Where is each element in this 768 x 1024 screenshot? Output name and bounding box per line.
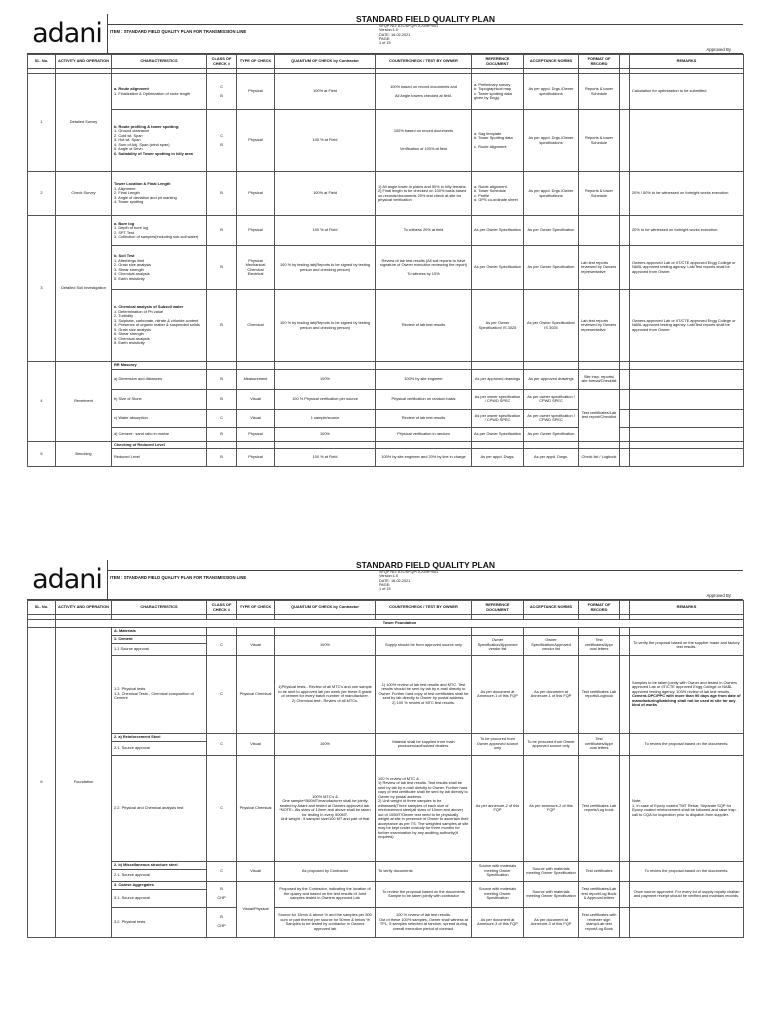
type-of-check: Visual/Physical [237, 881, 275, 937]
sl-no: 1 [28, 74, 56, 172]
table-row [28, 907, 744, 937]
quantum: 100% [275, 635, 376, 655]
remarks [630, 907, 744, 937]
misc-steel-heading: 2. b) Miscellaneous structure steel [112, 861, 207, 869]
col-reference: REFERENCE DOCUMENT [472, 55, 524, 69]
reference: As per Owner Specification [472, 427, 524, 441]
col-class-of-check: CLASS OF CHECK # [207, 55, 237, 69]
section-band-title: Tower Foundation [56, 620, 744, 628]
type-of-check: Physical [237, 216, 275, 246]
format: Test certificates Lab reports/Logbook [579, 655, 620, 733]
doc-info [379, 570, 438, 591]
class-of-check: B [207, 216, 237, 246]
quality-plan-table-2 [27, 600, 744, 938]
countercheck: Review of lab test results (All soil reports to have signature of Owner executive reviewing the report) To witness by 10% [376, 246, 472, 290]
countercheck: 100 % review of MTC & 1) Review of lab test results. Test results shall be sent by lab by e-mail directly to Owner. Further hard copy of test certificate shall be sent by lab directly to Owner by postal address. 2) Unit weight of three samples to be witnessed(Three samples of each size of reinforcement steel(all sizes of 10mm and above) out of 100MT/Owner test need to be physically weight at site in presence of Owner to ascertain their acceptance as per TS. The weighted samples at site may be kept under custody for three months for further examination by any auditing authority(if required) [376, 755, 472, 861]
doc-page-of: 1 of 15 [379, 587, 391, 592]
reference: Source with materials meeting Owner Specification [472, 861, 524, 881]
sl-no: 2 [28, 172, 56, 216]
acceptance: As per owner specification / CPWD SPEC [524, 409, 579, 427]
reference: As per approved drawings [472, 369, 524, 389]
col-acceptance: ACCEPTANCE NORMS [524, 55, 579, 69]
quantum: 100 % at Field [275, 449, 376, 467]
countercheck: 100% by site engineer and 20% by line in charge [376, 449, 472, 467]
countercheck: Material shall be supplied from main producers/authorized dealers. [376, 733, 472, 755]
type-of-check: Visual [237, 409, 275, 427]
class-of-check: B [207, 449, 237, 467]
remarks: To verify the proposal based on the supplier made and factory test results. [630, 635, 744, 655]
characteristics: 2.2. Physical and Chemical analysis test [112, 755, 207, 861]
activity: Foundation [56, 628, 112, 938]
countercheck: 100 % review of lab test results. Out of these 100% samples, Owner shall witness at TPL, 5 samples selected at random, spread during overall execution period of contract. [376, 907, 472, 937]
table-row [28, 635, 744, 643]
section-band-row [28, 620, 744, 628]
table-row [28, 881, 744, 889]
reference: a. Preliminary survey b. Topographical map c. Tower spotting data given by Engg. [472, 74, 524, 110]
doc-date: DATE: 16-02-2021 [379, 32, 411, 37]
column-header-row [28, 55, 744, 69]
characteristics: c. Chemical analysis of Subsoil water 1. Determination of Ph value 2. Turbidity 3. Sulphate, carbonate, nitrate & chloride content 4. Presence of organic matter & suspended solids 5. Grain size analysis 6. Shear strength 6. Chemical analysis 5. Earth resistivity [112, 290, 207, 362]
quantum: 100% MTC's & One sample*/500MT/manufacturer shall be jointly sealed by Adani and tested at Owners approved lab. *NOTE:- Als sizes of 10mm and above shall be taken for testing in every 500MT. Unit weight : 5 sample/ size/100 MT and part of that [275, 755, 376, 861]
countercheck: 100% based on record documents Verification of 100% at field [376, 110, 472, 172]
type-of-check: Physical [237, 449, 275, 467]
reference: As per owner specification / CPWD SPEC [472, 389, 524, 409]
type-of-check: Visual [237, 635, 275, 655]
doc-number: SFQP NO: ATL/SFQP/TL/GRP/001 [379, 570, 439, 574]
table-row [28, 216, 744, 246]
col-blank [620, 601, 630, 615]
type-of-check: Visual [237, 389, 275, 409]
col-quantum: QUANTUM OF CHECK by Contractor [275, 601, 376, 615]
col-sl-no: SL. No. [28, 601, 56, 615]
characteristics: 1.2. Physical tests 1.3. Chemical Tests - Chemical composition of Cement [112, 655, 207, 733]
characteristics: b. Route profiling & tower spotting: 1. Ground clearance 2. Cold wt. Span 3. Hot wt. Span 4. Sum of Adj. Span (wind span) 5. Angle of Devn. 6. Suitability of Tower spotting in hilly area [112, 110, 207, 172]
acceptance: As per owner specification / CPWD SPEC [524, 389, 579, 409]
doc-number: SFQP NO: ATL/SFQP/TL/GRP/001 [379, 24, 439, 28]
class-of-check: C [207, 655, 237, 733]
class-of-check: C B [207, 74, 237, 110]
acceptance: Source with materials meeting Owner Specification [524, 881, 579, 907]
type-of-check: Chemical [237, 290, 275, 362]
characteristics: 3.2. Physical tests [112, 907, 207, 937]
format: Test certificates/Appr oval letters [579, 635, 620, 655]
countercheck: Physical verification on random basis [376, 389, 472, 409]
reference: As per document at Annexure-3 of this FQP [472, 907, 524, 937]
format [579, 216, 620, 246]
reference: Owner Specification/Approved vendor list [472, 635, 524, 655]
remarks: Samples to be taken jointly with Owner and tested in Owners approved Lab or IIT/CTE approved Engg College or NABL approved testing agency. 100% review of lab test results. Cement-OPC/PPC with more than 90 days age from date of manufacturing/batching shall not be used at site for any kind of works [630, 655, 744, 733]
type-of-check: Visual [237, 733, 275, 755]
acceptance: As per document at Annexure-3 of this FQP [524, 907, 579, 937]
cement-heading: 1. Cement [112, 635, 207, 643]
col-remarks: REMARKS [630, 55, 744, 69]
approved-by: Approved By [706, 593, 731, 598]
section-heading: RR Masonry [112, 362, 207, 370]
type-of-check: Physical Chemical [237, 755, 275, 861]
quantum: Source for 15mm & above % and the samples per 500 cum or part thereof per source for 50mm & below % Samples to be tested by contractor in Owners approved lab [275, 907, 376, 937]
characteristics: b. Soil Test 1. Atterbergs limit 2. Grain size analysis 3. Shear strength 4. Chemical analysis 5. Earth resistivity [112, 246, 207, 290]
materials-heading: A. Materials [112, 628, 207, 636]
characteristics: b) Size of Stone [112, 389, 207, 409]
table-row [28, 449, 744, 467]
remarks: Owners approved Lab or IIT/CTE approved Engg College or NABL approved testing agency. Lab/Test reports shall be approved from Owner. [630, 246, 744, 290]
class-of-check: C [207, 755, 237, 861]
class-of-check: B CHP [207, 881, 237, 907]
quantum: 100 % by testing lab(Reports to be signed by testing person and checking person) [275, 290, 376, 362]
activity: Revetment [56, 362, 112, 442]
class-of-check: B [207, 389, 237, 409]
col-remarks: REMARKS [630, 601, 744, 615]
col-characteristics: CHARACTERISTICS [112, 601, 207, 615]
table-row [28, 441, 744, 449]
remarks: Calculation for optimization to be submitted [630, 74, 744, 110]
class-of-check: B [207, 172, 237, 216]
reference: As per Owner Specification [472, 216, 524, 246]
countercheck: 100% by site engineer [376, 369, 472, 389]
format: Lab test reports reviewed by Owners representative [579, 290, 620, 362]
quantum: 100 % Physical verification per source [275, 389, 376, 409]
activity: Check Survey [56, 172, 112, 216]
col-acceptance: ACCEPTANCE NORMS [524, 601, 579, 615]
format: Site insp. reports/ site format/Checklist [579, 369, 620, 389]
document-title: STANDARD FIELD QUALITY PLAN [108, 560, 743, 571]
quantum: 100 % at Field [275, 110, 376, 172]
col-activity: ACTIVITY AND OPERATION [56, 601, 112, 615]
acceptance: Owner Specification/Approved vendor list [524, 635, 579, 655]
reference: As per owner specification / CPWD SPEC [472, 409, 524, 427]
activity: Detailed Survey [56, 74, 112, 172]
characteristics: d) Cement : sand ratio in mortar [112, 427, 207, 441]
format: Test certificates with reviewer sign stamp/Lab test report/Log Book [579, 907, 620, 937]
approved-by: Approved By [706, 47, 731, 52]
adani-logo: adani [32, 564, 102, 595]
acceptance: As per Owner Specification [524, 246, 579, 290]
col-activity: ACTIVITY AND OPERATION [56, 55, 112, 69]
col-reference: REFERENCE DOCUMENT [472, 601, 524, 615]
countercheck: Physical verification in random [376, 427, 472, 441]
table-row [28, 246, 744, 290]
acceptance: As per approved drawings [524, 369, 579, 389]
table-row [28, 110, 744, 172]
acceptance: As per appd. Drgs./Owner specifications [524, 74, 579, 110]
quantum: 100% [275, 733, 376, 755]
reference: As per Owner Specification [472, 246, 524, 290]
col-format: FORMAT OF RECORD [579, 55, 620, 69]
reference: Source with materials meeting Owner Specification [472, 881, 524, 907]
col-type-of-check: TYPE OF CHECK [237, 601, 275, 615]
characteristics: 2.1. Source approval [112, 869, 207, 881]
reference: As per annexure-2 of this FQP [472, 755, 524, 861]
countercheck: 100% based on record documents and All Angle towers checked at field. [376, 74, 472, 110]
countercheck: 1) 100% review of lab test results and MTC. Test results should be sent by lab by e-mail directly to Owner. Further hard copy of test certificates shall be sent by lab directly to Owner by postal address. 2) 100 % review of MTC test results. [376, 655, 472, 733]
acceptance: As per document at Annexure-1 of this FQP [524, 655, 579, 733]
table-row [28, 655, 744, 733]
item-description: ITEM : STANDARD FIELD QUALITY PLAN FOR TRANSMISSION LINE [110, 29, 247, 34]
activity: Benching [56, 441, 112, 467]
header-info [107, 14, 743, 53]
type-of-check: Physical Mechanical Chemical Electrical [237, 246, 275, 290]
sl-no: 4 [28, 362, 56, 442]
remarks: Owners approved Lab or IIT/CTE approved Engg College or NABL approved testing agency. Lab/Test reports shall be approved from Owner. [630, 290, 744, 362]
remarks [630, 409, 744, 427]
format: Test certificates/Lab test report/Log Book & Approval letters [579, 881, 620, 907]
table-row [28, 409, 744, 427]
doc-info [379, 24, 438, 45]
characteristics: Tower Location & Final Length 1. Alignment 2. Final Length 3. Angle of deviation and pit marking 4. Tower spotting [112, 172, 207, 216]
quantum: As proposed by Contractor [275, 861, 376, 881]
table-row [28, 172, 744, 216]
doc-page: PAGE: [379, 36, 391, 41]
remarks: 20% to be witnessed on fortnight works execution [630, 216, 744, 246]
countercheck: To review the proposal based on the documents Sample to be taken jointly with contractor [376, 881, 472, 907]
format: Test certificates [579, 861, 620, 881]
sheet-header [27, 14, 743, 54]
type-of-check: Physical Chemical [237, 655, 275, 733]
characteristics: a. Bore log 1. Depth of bore log 2. SPT Test 3. Collection of samples(including sub-soil water) [112, 216, 207, 246]
type-of-check: Measurement [237, 369, 275, 389]
table-row [28, 369, 744, 389]
steel-heading: 2. a) Reinforcement Steel [112, 733, 207, 741]
class-of-check: C B [207, 110, 237, 172]
quantum: 100% at Field [275, 74, 376, 110]
reference: a. Sag template b. Tower Spotting data c. Route alignment [472, 110, 524, 172]
sl-no: 3 [28, 216, 56, 362]
quantum: 1)Physical tests:- Review of all MTC's and one sample to be sent to approved lab per week per these 8 grade of cement for every batch number of manufacturer. 2) Chemical test:- Review of all MTCs. [275, 655, 376, 733]
aggregates-heading: 3. Coarse Aggregates [112, 881, 207, 889]
adani-logo: adani [32, 18, 102, 49]
acceptance: Source with materials meeting Owner Specification [524, 861, 579, 881]
activity: Detailed Soil Investigation [56, 216, 112, 362]
remarks: To review the proposal based on the documents. [630, 733, 744, 755]
col-countercheck: COUNTERCHECK / TEST BY OWNER [376, 55, 472, 69]
format: Lab test reports reviewed by Owners representative [579, 246, 620, 290]
quantum: 100% at Field [275, 172, 376, 216]
remarks: 20% / 50% to be witnessed on fortnight works execution [630, 172, 744, 216]
table-row [28, 389, 744, 409]
table-row [28, 362, 744, 370]
countercheck: Review of lab test results [376, 409, 472, 427]
col-blank [620, 55, 630, 69]
acceptance: As per annexure-2 of this FQP [524, 755, 579, 861]
countercheck: Supply should be from approved source only [376, 635, 472, 655]
sl-no: 5 [28, 441, 56, 467]
col-format: FORMAT OF RECORD [579, 601, 620, 615]
reference: a. Route alignment b. Tower Schedule c. Profile d. GPS co-ordinate sheet [472, 172, 524, 216]
remarks [630, 389, 744, 409]
document-title: STANDARD FIELD QUALITY PLAN [108, 14, 743, 25]
characteristics: a) Dimension and distances [112, 369, 207, 389]
doc-version: Version:1.0 [379, 28, 398, 33]
doc-date: DATE: 16-02-2021 [379, 578, 411, 583]
header-info [107, 560, 743, 599]
class-of-check: C [207, 635, 237, 655]
acceptance: As per Owner Specification [524, 427, 579, 441]
countercheck: To verify documents [376, 861, 472, 881]
countercheck: 1) All angle tower in plains and 50% in hilly terrains. 2) Final length to be checked on 100% basis based on records/documents 20% test check at site for physical verification [376, 172, 472, 216]
sl-no: 6 [28, 628, 56, 938]
acceptance: As per appd. Drgs./Owner specifications [524, 172, 579, 216]
remarks [630, 427, 744, 441]
quantum: 100 % by testing lab(Reports to be signed by testing person and checking person) [275, 246, 376, 290]
quantum: 100 % at Field [275, 216, 376, 246]
remarks: Note: 1. In case of Epoxy coated TMT Rebar, Separate SQP for Epoxy coated reinforcement shall be followed and raise insp. call to CQA for inspection prior to dispatch from supplier. [630, 755, 744, 861]
acceptance: As per appd. Dwgs. [524, 449, 579, 467]
characteristics: 2.1. Source approval [112, 741, 207, 755]
class-of-check: B [207, 369, 237, 389]
quantum: 1 sample/source [275, 409, 376, 427]
class-of-check: B [207, 427, 237, 441]
reference: As per Owner Specification/ IS 3025 [472, 290, 524, 362]
column-header-row [28, 601, 744, 615]
type-of-check: Physical [237, 172, 275, 216]
item-description: ITEM : STANDARD FIELD QUALITY PLAN FOR TRANSMISSION LINE [110, 575, 247, 580]
characteristics: a. Route alignment 1. Finalization & Optimization of route length [112, 74, 207, 110]
format: Test certificates/Appr oval letters [579, 733, 620, 755]
doc-version: Version:1.0 [379, 574, 398, 579]
reference: As per document at Annexure-1 of this FQP [472, 655, 524, 733]
countercheck: Review of lab test results [376, 290, 472, 362]
acceptance: As per Owner Specification/ IS 3025 [524, 290, 579, 362]
format: Check list / Logbook [579, 449, 620, 467]
class-of-check: B [207, 290, 237, 362]
table-row [28, 290, 744, 362]
col-sl-no: SL. No. [28, 55, 56, 69]
quantum: 100% [275, 427, 376, 441]
class-of-check: B [207, 246, 237, 290]
quality-plan-table-1 [27, 54, 744, 467]
reference: As per appd. Dwgs. [472, 449, 524, 467]
table-row [28, 74, 744, 110]
characteristics: c) Water absorption [112, 409, 207, 427]
remarks: To review the proposal based on the documents. [630, 861, 744, 881]
countercheck: To witness 20% at field [376, 216, 472, 246]
fqp-sheet-2 [27, 560, 743, 1016]
col-characteristics: CHARACTERISTICS [112, 55, 207, 69]
characteristics: 1.1 Source approval [112, 643, 207, 655]
col-quantum: QUANTUM OF CHECK by Contractor [275, 55, 376, 69]
fqp-sheet-1 [27, 14, 743, 512]
type-of-check: Physical [237, 427, 275, 441]
class-of-check: B CHP [207, 907, 237, 937]
section-heading: Checking of Reduced Level [112, 441, 207, 449]
sheet-header [27, 560, 743, 600]
table-row [28, 755, 744, 861]
class-of-check: C [207, 861, 237, 881]
remarks [630, 449, 744, 467]
format: Reports & tower Schedule [579, 110, 620, 172]
class-of-check: C [207, 409, 237, 427]
acceptance: To be procured from Owner approved source only [524, 733, 579, 755]
doc-page-of: 1 of 15 [379, 41, 391, 46]
format: Reports & tower Schedule [579, 74, 620, 110]
characteristics: 3.1. Source approval [112, 889, 207, 907]
table-row [28, 628, 744, 636]
remarks [630, 110, 744, 172]
quantum: 100% [275, 369, 376, 389]
table-row [28, 733, 744, 741]
table-row [28, 861, 744, 869]
doc-page: PAGE: [379, 582, 391, 587]
acceptance: As per appd. Drgs./Owner specifications [524, 110, 579, 172]
reference: To be procured from Owner approved source only [472, 733, 524, 755]
format: Reports & tower Schedule [579, 172, 620, 216]
format: Test certificates Lab reports/Log book [579, 755, 620, 861]
characteristics: Reduced Level [112, 449, 207, 467]
remarks [630, 369, 744, 389]
col-countercheck: COUNTERCHECK / TEST BY OWNER [376, 601, 472, 615]
quantum: Proposed by the Contractor, indicating the location of the quarry and based on the test results of Joint samples tested in Owners approved Lab [275, 881, 376, 907]
type-of-check: Physical [237, 74, 275, 110]
class-of-check: C [207, 733, 237, 755]
table-row [28, 427, 744, 441]
format: Test certificates/Lab test report/Checklist [579, 389, 620, 441]
acceptance: As per Owner Specification [524, 216, 579, 246]
col-class-of-check: CLASS OF CHECK # [207, 601, 237, 615]
type-of-check: Visual [237, 861, 275, 881]
col-type-of-check: TYPE OF CHECK [237, 55, 275, 69]
remarks: Once source approved. For every lot of supply royalty challan and payment receipt should be verified and maintain records. [630, 881, 744, 907]
type-of-check: Physical [237, 110, 275, 172]
